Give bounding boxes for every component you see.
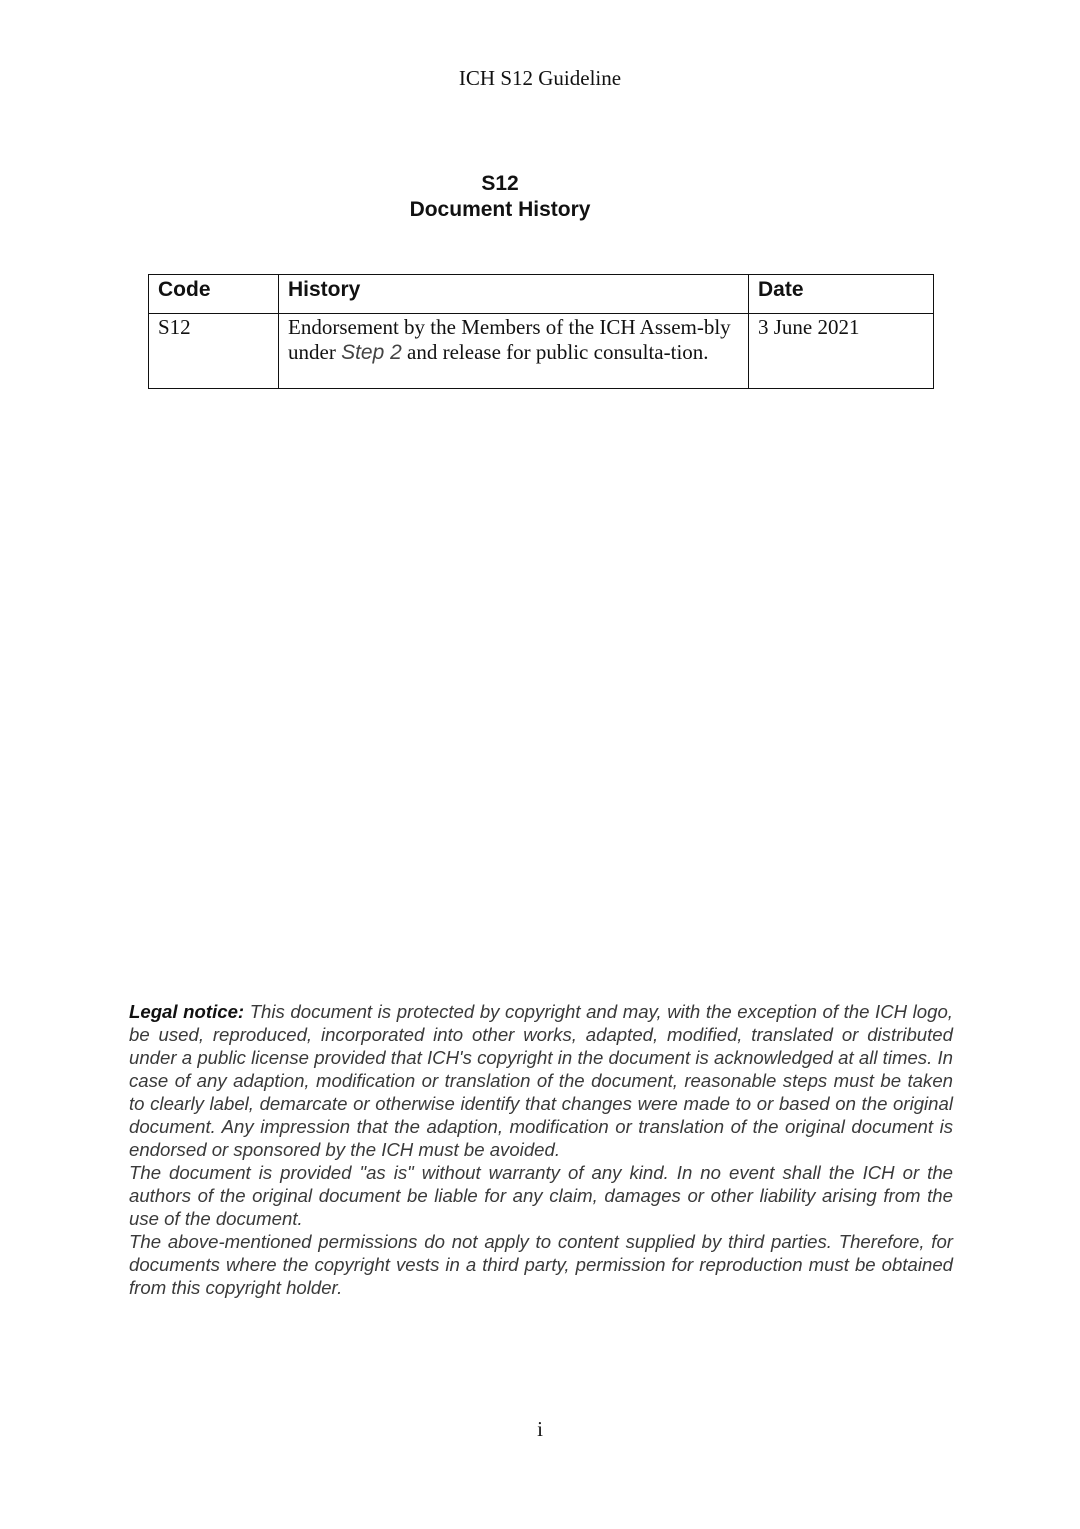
table-header-row — [149, 275, 934, 314]
legal-notice-paragraph-1 — [129, 1000, 953, 1161]
cell-history — [279, 314, 749, 389]
document-code-heading: S12 — [481, 172, 519, 195]
document-history-heading: Document History — [409, 198, 591, 221]
history-step-label: Step 2 — [341, 341, 402, 364]
legal-notice-text-1: This document is protected by copyright and may, with the exception of the ICH logo, be used, reproduced, incorporated into other works, adapted, modified, translated or distributed under a public license provided that ICH's copyright in the document is acknowledged at all times. In case of any adaption, modification or translation of the document, reasonable steps must be taken to clearly label, demarcate or otherwise identify that changes were made to or based on the original document. Any impression that the adaption, modification or translation of the original document is endorsed or sponsored by the ICH must be avoided. — [129, 1001, 953, 1160]
document-title-block — [0, 171, 1000, 223]
legal-notice-paragraph-2: The document is provided "as is" without warranty of any kind. In no event shall the ICH or the authors of the original document be liable for any claim, damages or other liability arising from the use of the document. — [129, 1162, 953, 1229]
document-history-table — [148, 274, 934, 389]
cell-code: S12 — [149, 314, 279, 389]
history-text-after: and release for public consulta-tion. — [401, 340, 709, 364]
legal-notice-paragraph-3: The above-mentioned permissions do not apply to content supplied by third parties. Therefore, for documents where the copyright vests in a third party, permission for reproduction must be obtained from this copyright holder. — [129, 1231, 953, 1298]
table-row — [149, 314, 934, 389]
cell-date: 3 June 2021 — [749, 314, 934, 389]
history-text-before: Endorsement by the Members of the ICH Assem-bly under — [288, 315, 731, 364]
column-header-code: Code — [149, 275, 279, 314]
legal-notice-label: Legal notice: — [129, 1001, 245, 1022]
column-header-history: History — [279, 275, 749, 314]
column-header-date: Date — [749, 275, 934, 314]
running-header: ICH S12 Guideline — [458, 66, 622, 90]
legal-notice — [129, 1000, 953, 1299]
page-number: i — [537, 1417, 543, 1441]
